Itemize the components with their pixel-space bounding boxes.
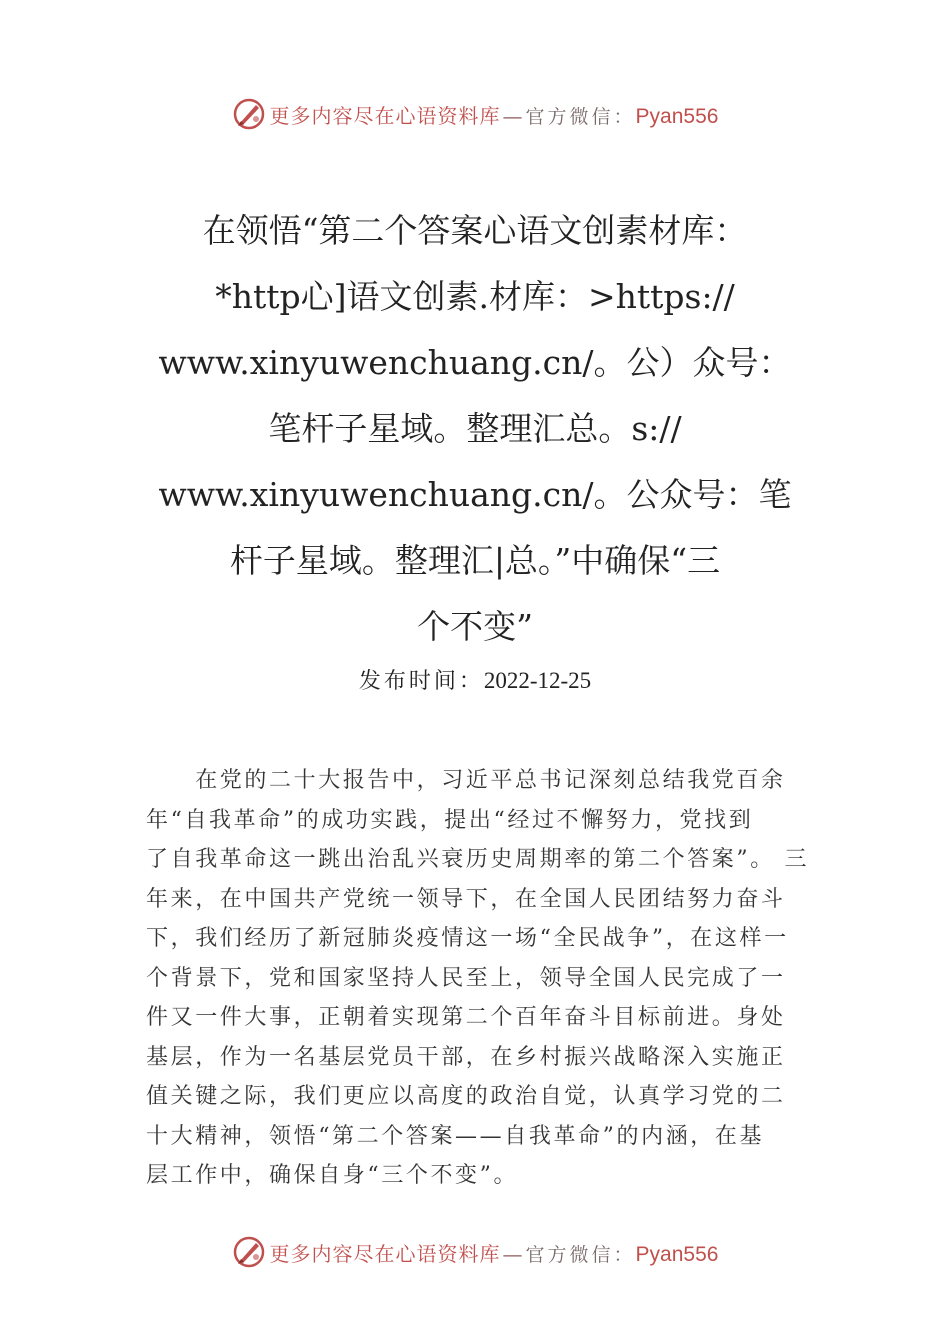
body-line: 在党的二十大报告中，习近平总书记深刻总结我党百余 [146, 768, 786, 793]
body-line: 基层，作为一名基层党员干部，在乡村振兴战略深入实施正 [146, 1044, 786, 1070]
body-line: 年“自我革命”的成功实践，提出“经过不懈努力，党找到 [146, 807, 754, 833]
footer-banner [0, 1232, 950, 1272]
title-line: 在领悟“第二个答案心语文创素材库： [202, 211, 748, 250]
banner-separator: — [502, 1241, 524, 1266]
body-paragraph [146, 761, 810, 1196]
title-line: 笔杆子星域。整理汇总。s:// [268, 409, 682, 448]
body-line: 层工作中，确保自身“三个不变”。 [146, 1163, 519, 1188]
publish-date [0, 664, 950, 695]
banner-main-text: 更多内容尽在心语资料库 [269, 103, 501, 128]
title-line: *http心]语文创素.材库：>https:// [215, 277, 735, 316]
body-line: 个背景下，党和国家坚持人民至上，领导全国人民完成了一 [146, 965, 786, 991]
title-line: www.xinyuwenchuang.cn/。公众号：笔 [158, 475, 792, 514]
document-title [150, 198, 800, 660]
publish-date-label: 发布时间： [358, 669, 484, 694]
banner-separator: — [502, 103, 524, 128]
body-line: 年来，在中国共产党统一领导下，在全国人民团结努力奋斗 [146, 886, 786, 912]
body-line: 下，我们经历了新冠肺炎疫情这一场“全民战争”，在这样一 [146, 926, 789, 951]
title-line: 个不变” [417, 607, 533, 646]
body-line: 件又一件大事，正朝着实现第二个百年奋斗目标前进。身处 [146, 1005, 786, 1030]
logo-icon [232, 97, 266, 131]
banner-wechat-id: Pyan556 [635, 1242, 719, 1266]
body-line: 十大精神，领悟“第二个答案——自我革命”的内涵，在基 [146, 1123, 765, 1149]
header-banner [0, 94, 950, 134]
banner-wechat-label: 官方微信： [525, 105, 636, 128]
title-line: www.xinyuwenchuang.cn/。公）众号： [158, 343, 792, 382]
body-line: 了自我革命这一跳出治乱兴衰历史周期率的第二个答案”。 三 [146, 847, 810, 872]
publish-date-value: 2022-12-25 [483, 668, 592, 693]
logo-icon [232, 1235, 266, 1269]
banner-main-text: 更多内容尽在心语资料库 [269, 1241, 501, 1266]
banner-wechat-label: 官方微信： [525, 1243, 636, 1266]
title-line: 杆子星域。整理汇|总。”中确保“三 [229, 541, 721, 580]
banner-wechat-id: Pyan556 [635, 104, 719, 128]
body-line: 值关键之际，我们更应以高度的政治自觉，认真学习党的二 [146, 1084, 786, 1109]
